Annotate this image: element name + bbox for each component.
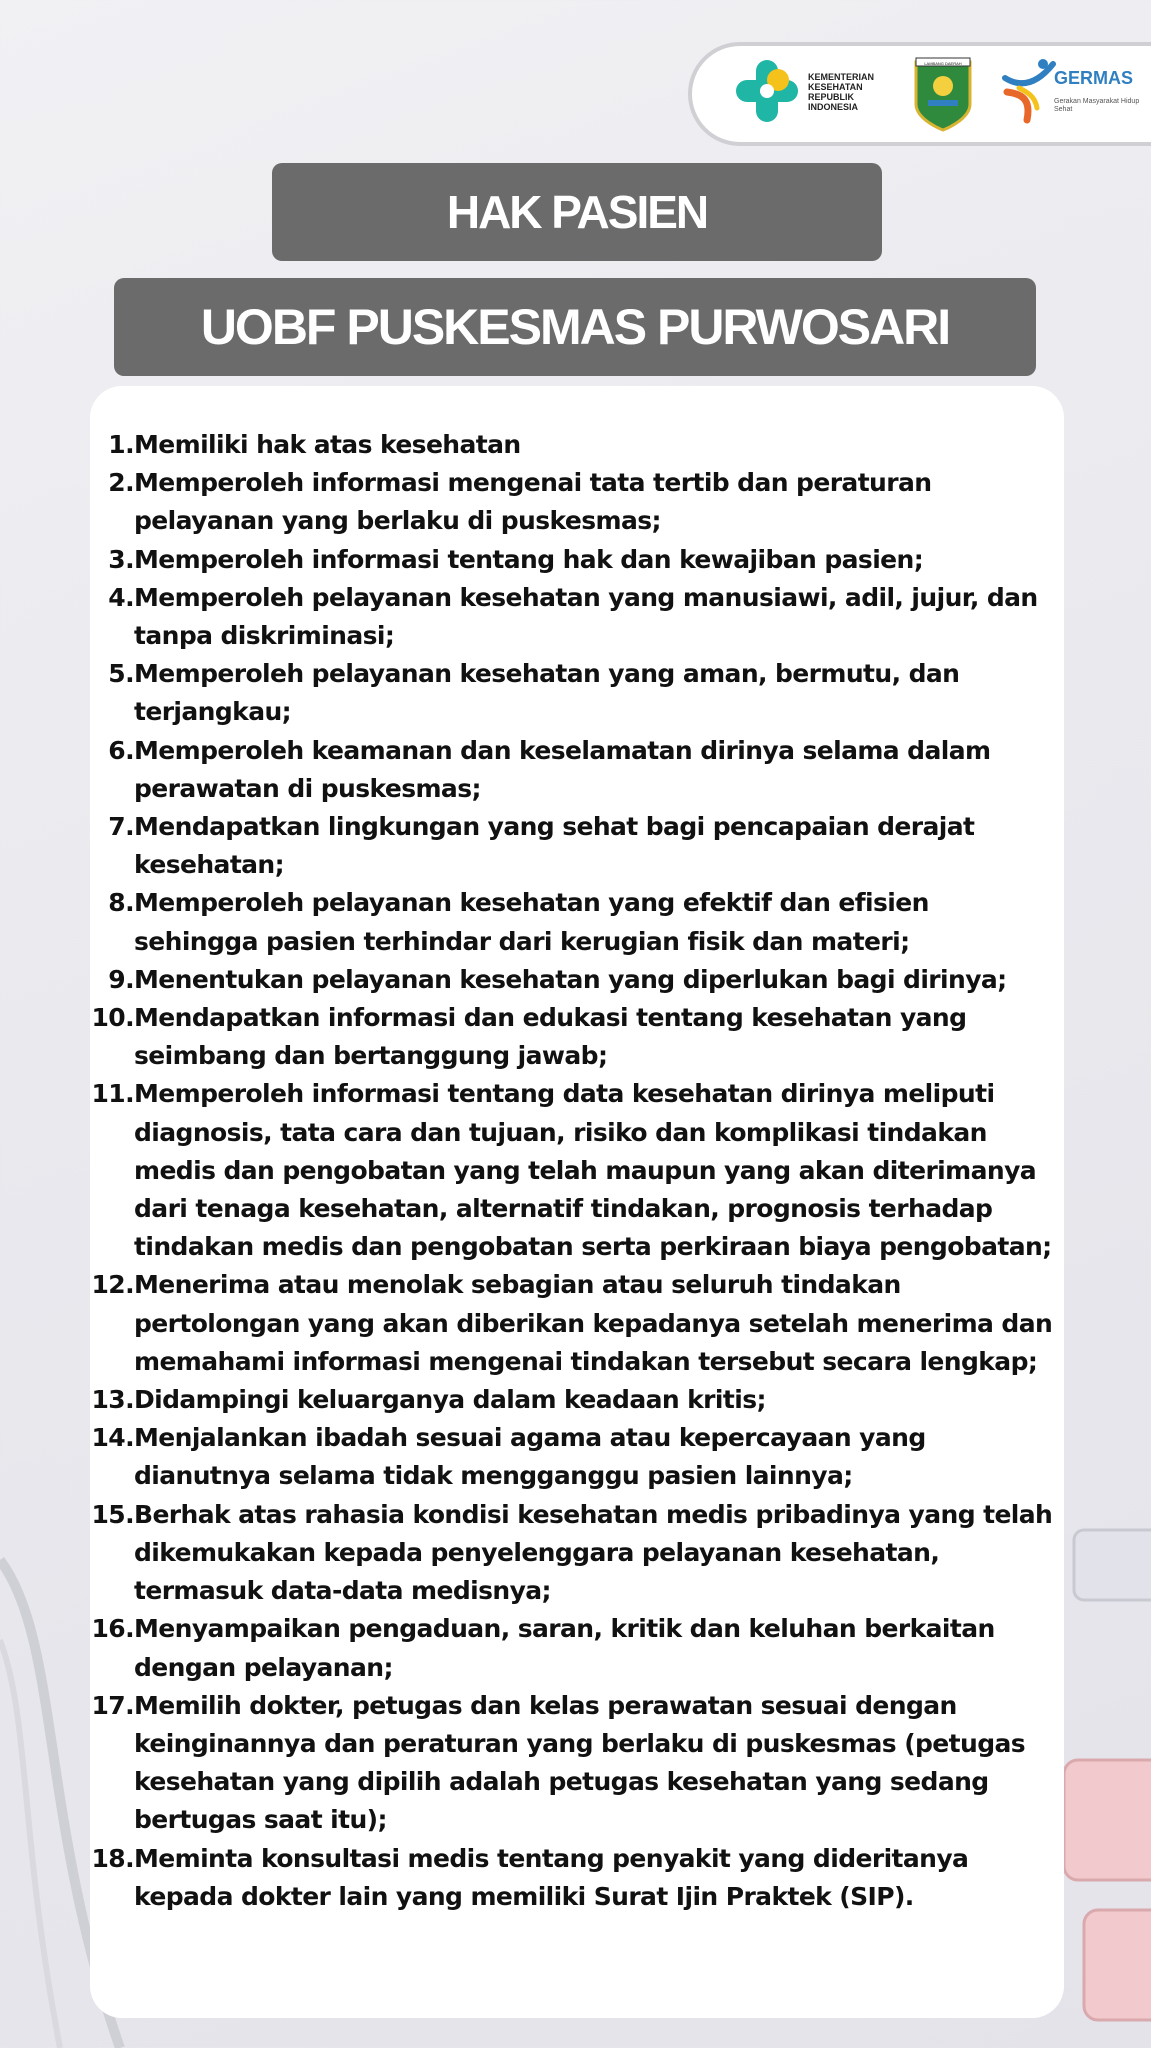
right-text: Meminta konsultasi medis tentang penyakit yang dideritanya kepada dokter lain yang memiliki Surat Ijin Praktek (SIP). [134, 1843, 969, 1911]
right-text: Memperoleh keamanan dan keselamatan dirinya selama dalam perawatan di puskesmas; [134, 735, 991, 803]
rights-card [90, 386, 1064, 2018]
right-item [90, 1687, 1064, 1840]
right-item [90, 808, 1064, 884]
kemenkes-line-1: KEMENTERIAN [808, 72, 875, 82]
right-number: 3. [108, 544, 134, 574]
right-item [90, 732, 1064, 808]
right-text: Memiliki hak atas kesehatan [134, 430, 521, 459]
right-number: 14. [91, 1423, 134, 1453]
background-keyboard [1064, 1520, 1151, 2048]
crest-label: LAMBANG DAERAH [924, 61, 962, 66]
germas-logo-icon [997, 58, 1057, 124]
right-text: Menjalankan ibadah sesuai agama atau kepercayaan yang dianutnya selama tidak mengganggu pasien lainnya; [134, 1423, 926, 1491]
kemenkes-logo-text [808, 72, 918, 112]
right-text: Didampingi keluarganya dalam keadaan kritis; [134, 1385, 766, 1415]
right-item [90, 1381, 1064, 1419]
right-item [90, 1610, 1064, 1686]
right-number: 2. [108, 468, 134, 498]
kemenkes-line-2: KESEHATAN [808, 82, 863, 92]
right-text: Memperoleh informasi tentang hak dan kewajiban pasien; [134, 544, 924, 574]
right-text: Berhak atas rahasia kondisi kesehatan medis pribadinya yang telah dikemukakan kepada penyelenggara pelayanan kesehatan, termasuk data-data medisnya; [134, 1499, 1053, 1606]
right-item [90, 426, 1064, 464]
kemenkes-line-3: REPUBLIK [808, 92, 855, 102]
right-item [90, 1075, 1064, 1266]
right-number: 15. [91, 1499, 134, 1529]
right-number: 8. [108, 888, 134, 918]
right-text: Mendapatkan informasi dan edukasi tentang kesehatan yang seimbang dan bertanggung jawab; [134, 1003, 967, 1071]
right-number: 18. [91, 1843, 134, 1873]
right-item [90, 1840, 1064, 1916]
right-text: Menentukan pelayanan kesehatan yang diperlukan bagi dirinya; [134, 964, 1007, 994]
right-item [90, 999, 1064, 1075]
right-item [90, 884, 1064, 960]
right-item [90, 961, 1064, 999]
right-number: 10. [91, 1003, 134, 1033]
right-item [90, 579, 1064, 655]
kemenkes-line-4: INDONESIA [808, 102, 859, 112]
right-item [90, 655, 1064, 731]
germas-title: GERMAS [1054, 68, 1134, 88]
right-text: Memperoleh informasi tentang data kesehatan dirinya meliputi diagnosis, tata cara dan tujuan, risiko dan komplikasi tindakan medis dan pengobatan yang telah maupun yang akan diterimanya dari tenaga kesehatan, alternatif tindakan, prognosis terhadap tindakan medis dan pengobatan serta perkiraan biaya pengobatan; [134, 1079, 1052, 1262]
logo-bar [688, 42, 1151, 146]
right-number: 16. [91, 1614, 134, 1644]
right-text: Memperoleh informasi mengenai tata tertib dan peraturan pelayanan yang berlaku di puskesmas; [134, 468, 932, 536]
page-title: HAK PASIEN [272, 163, 882, 261]
right-item [90, 1419, 1064, 1495]
right-number: 11. [91, 1079, 134, 1109]
right-number: 13. [91, 1385, 134, 1415]
right-number: 4. [108, 582, 134, 612]
germas-subtitle: Gerakan Masyarakat Hidup Sehat [1054, 98, 1140, 113]
right-item [90, 1496, 1064, 1611]
page-subtitle: UOBF PUSKESMAS PURWOSARI [114, 278, 1036, 376]
right-number: 6. [108, 735, 134, 765]
right-number: 5. [108, 659, 134, 689]
right-text: Mendapatkan lingkungan yang sehat bagi pencapaian derajat kesehatan; [134, 812, 975, 880]
right-text: Memilih dokter, petugas dan kelas perawatan sesuai dengan keinginannya dan peraturan yang berlaku di puskesmas (petugas kesehatan yang dipilih adalah petugas kesehatan yang sedang bertugas saat itu); [134, 1690, 1026, 1835]
regional-crest-icon [912, 56, 974, 132]
right-number: 1. [108, 430, 134, 459]
right-text: Menyampaikan pengaduan, saran, kritik dan keluhan berkaitan dengan pelayanan; [134, 1614, 995, 1682]
right-number: 17. [91, 1690, 134, 1720]
right-number: 12. [91, 1270, 134, 1300]
right-text: Memperoleh pelayanan kesehatan yang manusiawi, adil, jujur, dan tanpa diskriminasi; [134, 582, 1038, 651]
right-text: Memperoleh pelayanan kesehatan yang aman, bermutu, dan terjangkau; [134, 659, 960, 727]
right-item [90, 464, 1064, 540]
right-text: Memperoleh pelayanan kesehatan yang efektif dan efisien sehingga pasien terhindar dari kerugian fisik dan materi; [134, 888, 929, 956]
right-number: 7. [108, 812, 134, 842]
right-number: 9. [108, 964, 134, 994]
right-item [90, 541, 1064, 579]
kemenkes-logo-icon [734, 58, 800, 124]
rights-list [90, 426, 1064, 1916]
right-text: Menerima atau menolak sebagian atau seluruh tindakan pertolongan yang akan diberikan kepadanya setelah menerima dan memahami informasi mengenai tindakan tersebut secara lengkap; [134, 1270, 1053, 1376]
right-item [90, 1266, 1064, 1381]
